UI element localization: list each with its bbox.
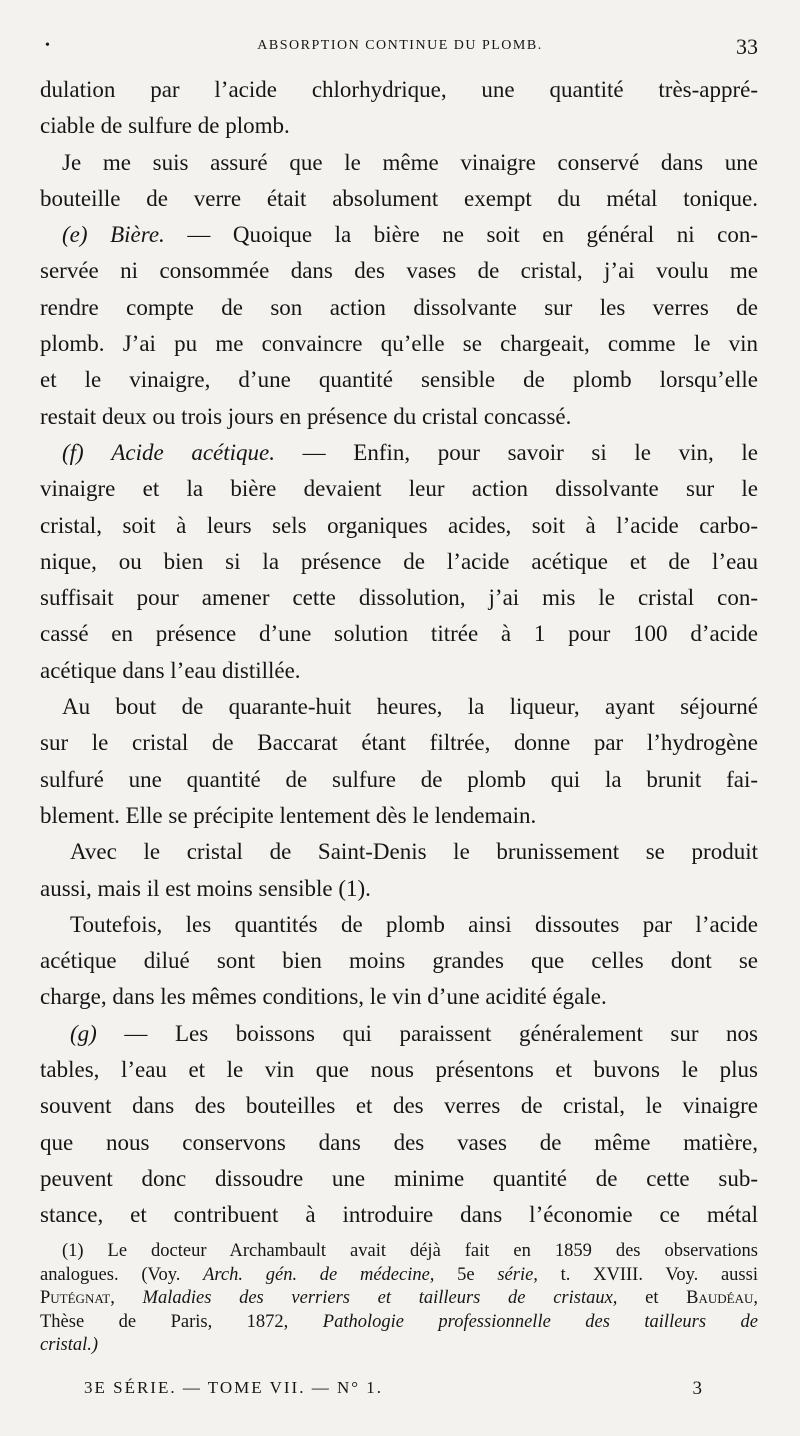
footnote-fragment: 5e <box>434 1264 498 1285</box>
footnote-title: Pathologie professionnelle des tailleurs de <box>322 1311 758 1332</box>
label-g: (g) <box>70 1020 97 1046</box>
heading-biere: Bière. <box>110 222 165 248</box>
footnote-serie: série, <box>497 1264 538 1285</box>
text-line: Avec le cristal de Saint-Denis le brunissement se produit <box>70 839 758 865</box>
footnote-journal: Arch. gén. de médecine, <box>203 1264 435 1285</box>
series-info: 3E SÉRIE. — TOME VII. — N° 1. <box>84 1378 384 1397</box>
author-name: Baudéau, <box>686 1288 758 1308</box>
author-name: Putégnat, <box>40 1288 115 1308</box>
text-fragment: — Enfin, pour savoir si le vin, le <box>302 439 759 465</box>
text-line: rendre compte de son action dissolvante sur les verres de <box>40 294 758 320</box>
text-line: peuvent donc dissoudre une minime quantité de cette sub- <box>40 1165 758 1191</box>
paragraph-g-line <box>40 1016 758 1052</box>
footnote-line: cristal.) <box>40 1335 99 1355</box>
text-line: suffisait pour amener cette dissolution, j’ai mis le cristal con- <box>40 585 758 611</box>
text-line: souvent dans des bouteilles et des verres de cristal, le vinaigre <box>40 1093 758 1119</box>
text-line: Je me suis assuré que le même vinaigre conservé dans une <box>62 149 758 175</box>
text-line: dulation par l’acide chlorhydrique, une quantité très-appré- <box>40 77 758 102</box>
footnote-fragment: analogues. (Voy. <box>40 1264 204 1285</box>
text-line: tables, l’eau et le vin que nous présentons et buvons le plus <box>40 1057 758 1083</box>
text-line: servée ni consommée dans des vases de cristal, j’ai voulu me <box>40 258 758 284</box>
paragraph-e-line <box>40 217 758 253</box>
text-line: stance, et contribuent à introduire dans l’économie ce métal <box>40 1202 758 1228</box>
text-line: restait deux ou trois jours en présence du cristal concassé. <box>40 403 572 429</box>
text-fragment: — Les boissons qui paraissent généralement sur nos <box>124 1020 758 1046</box>
footnote-fragment: Thèse de Paris, 1872, <box>40 1311 323 1332</box>
text-line: charge, dans les mêmes conditions, le vin d’une acidité égale. <box>40 984 607 1010</box>
running-title: ABSORPTION CONTINUE DU PLOMB. <box>257 38 543 53</box>
page-header <box>40 34 760 64</box>
footnote-line <box>40 1264 758 1288</box>
text-line: blement. Elle se précipite lentement dès le lendemain. <box>40 802 537 828</box>
text-line: bouteille de verre était absolument exempt du métal tonique. <box>40 185 758 211</box>
text-line: sur le cristal de Baccarat étant filtrée, donne par l’hydrogène <box>40 730 758 756</box>
text-fragment: — Quoique la bière ne soit en général ni con- <box>187 222 759 248</box>
footnote <box>40 1240 758 1358</box>
page-number: 33 <box>736 34 758 59</box>
footnote-line <box>40 1311 758 1335</box>
text-line: et le vinaigre, d’une quantité sensible de plomb lorsqu’elle <box>40 367 758 393</box>
text-line: Au bout de quarante-huit heures, la liqueur, ayant séjourné <box>62 694 758 720</box>
footnote-fragment: t. XVIII. Voy. aussi <box>537 1264 758 1285</box>
footnote-line <box>40 1287 758 1311</box>
text-line: ciable de sulfure de plomb. <box>40 113 290 139</box>
text-line: nique, ou bien si la présence de l’acide acétique et de l’eau <box>40 548 758 574</box>
heading-acide-acetique: Acide acétique. <box>111 439 276 465</box>
page-footer <box>40 1378 758 1406</box>
text-line: acétique dans l’eau distillée. <box>40 657 301 683</box>
text-line: cassé en présence d’une solution titrée à 1 pour 100 d’acide <box>40 621 758 647</box>
signature-mark: 3 <box>692 1378 702 1399</box>
text-line: que nous conservons dans des vases de même matière, <box>40 1129 758 1155</box>
paragraph-f-line <box>40 435 758 471</box>
footnote-line: (1) Le docteur Archambault avait déjà fait en 1859 des observations <box>62 1241 758 1261</box>
header-dot: • <box>45 38 50 53</box>
text-line: vinaigre et la bière devaient leur action dissolvante sur le <box>40 476 758 502</box>
text-line: plomb. J’ai pu me convaincre qu’elle se chargeait, comme le vin <box>40 331 758 357</box>
footnote-fragment: et <box>617 1288 687 1308</box>
body-text <box>40 72 758 1234</box>
label-f: (f) <box>62 439 84 465</box>
label-e: (e) <box>62 222 88 248</box>
text-line: sulfuré une quantité de sulfure de plomb qui la brunit fai- <box>40 766 758 792</box>
text-line: acétique dilué sont bien moins grandes que celles dont se <box>40 948 758 974</box>
text-line: Toutefois, les quantités de plomb ainsi dissoutes par l’acide <box>70 911 758 937</box>
footnote-title: Maladies des verriers et tailleurs de cristaux, <box>114 1288 618 1308</box>
text-line: cristal, soit à leurs sels organiques acides, soit à l’acide carbo- <box>40 512 758 538</box>
text-line: aussi, mais il est moins sensible (1). <box>40 875 371 901</box>
